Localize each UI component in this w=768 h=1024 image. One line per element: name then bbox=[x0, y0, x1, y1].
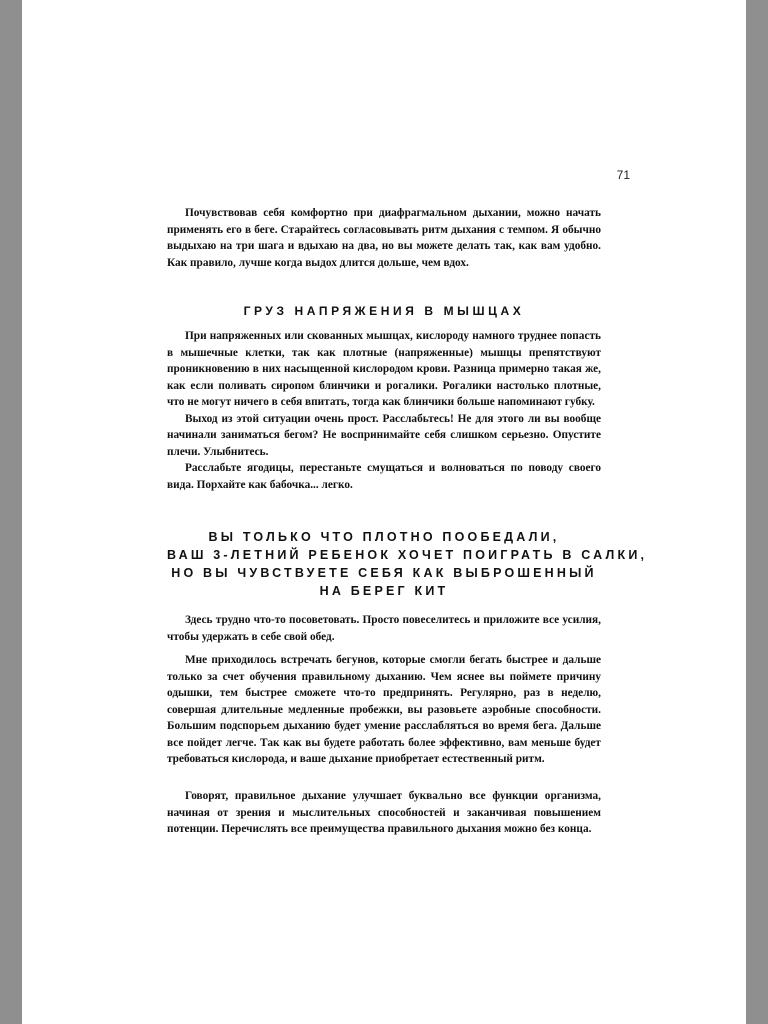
paragraph: Выход из этой ситуации очень прост. Расслабьтесь! Не для этого ли вы вообще начинали заниматься бегом? Не воспринимайте себя слишком серьезно. Опустите плечи. Улыбнитесь. bbox=[167, 412, 601, 458]
heading-line: ВАШ 3-ЛЕТНИЙ РЕБЕНОК ХОЧЕТ ПОИГРАТЬ В САЛКИ, bbox=[167, 548, 648, 562]
page-number: 71 bbox=[616, 168, 630, 182]
paragraph: Здесь трудно что-то посоветовать. Просто повеселитесь и приложите все усилия, чтобы удержать в себе свой обед. bbox=[167, 614, 601, 643]
book-page bbox=[22, 0, 746, 1024]
heading-line: ВЫ ТОЛЬКО ЧТО ПЛОТНО ПООБЕДАЛИ, bbox=[208, 530, 560, 544]
paragraph: Расслабьте ягодицы, перестаньте смущаться и волноваться по поводу своего вида. Порхайте как бабочка... легко. bbox=[167, 462, 601, 491]
section-2-text-2 bbox=[167, 652, 601, 768]
section-1-text bbox=[167, 328, 601, 493]
heading-line: НО ВЫ ЧУВСТВУЕТЕ СЕБЯ КАК ВЫБРОШЕННЫЙ bbox=[171, 566, 597, 580]
paragraph: При напряженных или скованных мышцах, кислороду намного труднее попасть в мышечные клетки, так как плотные (напряженные) мышцы препятствуют проникновению в них насыщенной кислородом крови. Разница примерно такая же, как если поливать сиропом блинчики и рогалики. Рогалики настолько плотные, что не могут ничего в себя впитать, тогда как блинчики больше напоминают губку. bbox=[167, 330, 601, 408]
paragraph: Мне приходилось встречать бегунов, которые смогли бегать быстрее и дальше только за счет обучения правильному дыханию. Чем яснее вы поймете причину одышки, тем быстрее сможете что-то предпринять. Регулярно, раз в неделю, совершая длительные медленные пробежки, вы разовьете аэробные способности. Большим подспорьем дыханию будет умение расслабляться во время бега. Дальше все пойдет легче. Так как вы будете работать более эффективно, вам меньше будет требоваться кислорода, и ваше дыхание приобретает естественный ритм. bbox=[167, 654, 601, 765]
intro-text bbox=[167, 205, 601, 271]
paragraph: Говорят, правильное дыхание улучшает буквально все функции организма, начиная от зрения и мыслительных способностей и заканчивая повышением потенции. Перечислять все преимущества правильного дыхания можно без конца. bbox=[167, 790, 601, 835]
section-2-text-3 bbox=[167, 788, 601, 838]
section-heading-muscle-tension: ГРУЗ НАПРЯЖЕНИЯ В МЫШЦАХ bbox=[243, 304, 525, 318]
heading-line: НА БЕРЕГ КИТ bbox=[319, 584, 449, 598]
section-heading-after-lunch bbox=[167, 528, 648, 600]
paragraph: Почувствовав себя комфортно при диафрагмальном дыхании, можно начать применять его в беге. Старайтесь согласовывать ритм дыхания с темпом. Я обычно выдыхаю на три шага и вдыхаю на два, но вы можете делать так, как вам удобно. Как правило, лучше когда выдох длится дольше, чем вдох. bbox=[167, 207, 601, 269]
section-2-text-1 bbox=[167, 612, 601, 645]
